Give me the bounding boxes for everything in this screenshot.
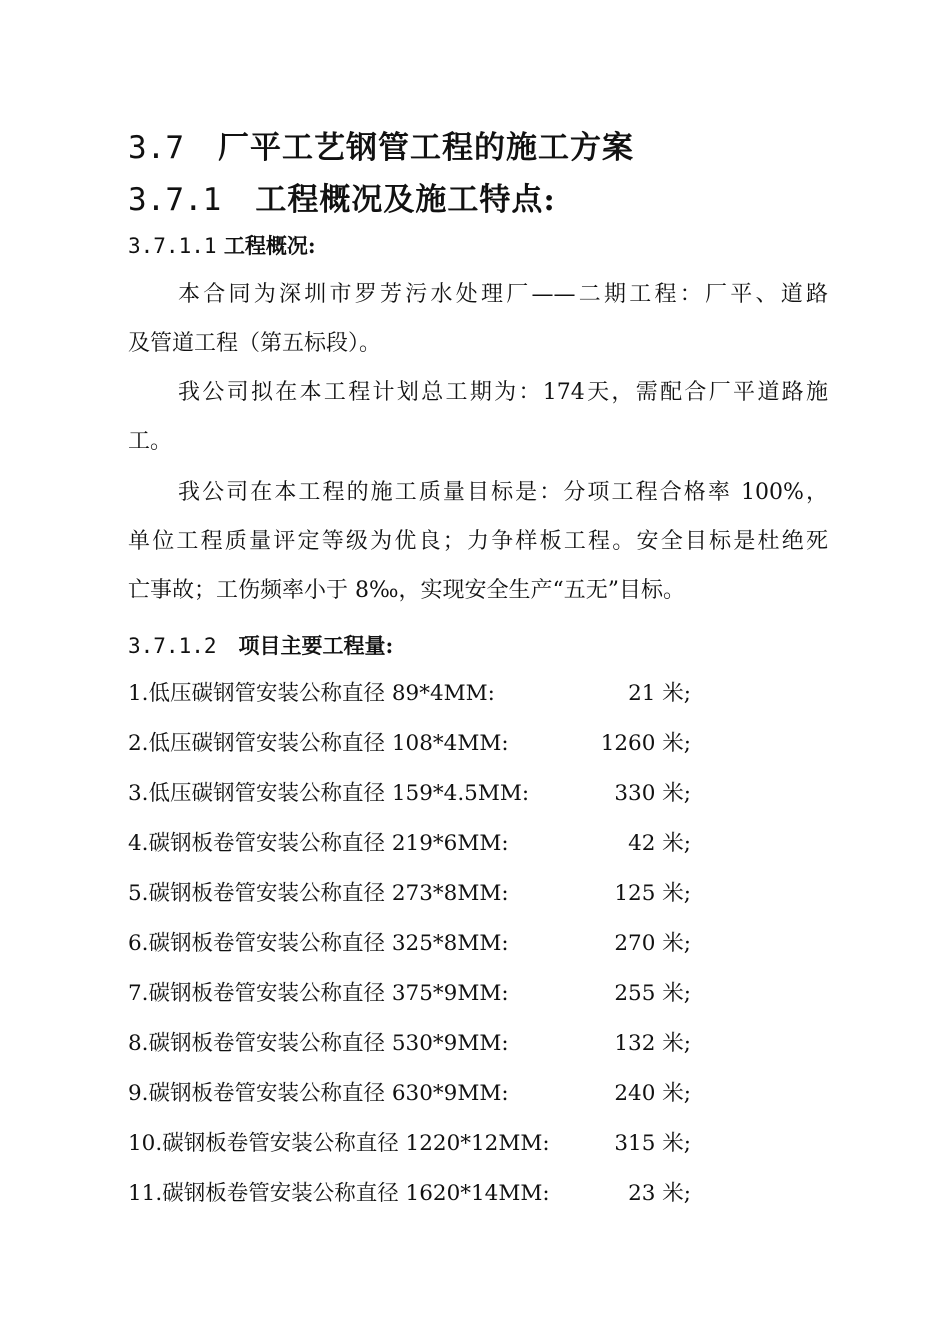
paragraph-contract bbox=[128, 270, 828, 368]
section-heading-overview bbox=[128, 230, 316, 260]
section-heading-quantities bbox=[128, 630, 393, 660]
section-title: 工程概况: bbox=[223, 233, 316, 258]
quantity-value: 240 米; bbox=[614, 1081, 691, 1106]
quantity-label: 10.碳钢板卷管安装公称直径 1220*12MM: bbox=[128, 1131, 550, 1156]
quantity-label: 2.低压碳钢管安装公称直径 108*4MM: bbox=[128, 731, 509, 756]
quantity-label: 5.碳钢板卷管安装公称直径 273*8MM: bbox=[128, 881, 509, 906]
quantity-value: 315 米; bbox=[614, 1131, 691, 1156]
quantity-row bbox=[128, 776, 728, 812]
quantity-label: 9.碳钢板卷管安装公称直径 630*9MM: bbox=[128, 1081, 509, 1106]
section-number: 3.7.1.1 bbox=[128, 234, 217, 258]
quantity-value: 330 米; bbox=[614, 781, 691, 806]
quantity-row bbox=[128, 1176, 728, 1212]
quantity-row bbox=[128, 976, 728, 1012]
paragraph-line: 工。 bbox=[128, 429, 173, 454]
quantity-row bbox=[128, 1026, 728, 1062]
quantity-label: 7.碳钢板卷管安装公称直径 375*9MM: bbox=[128, 981, 509, 1006]
quantity-label: 6.碳钢板卷管安装公称直径 325*8MM: bbox=[128, 931, 509, 956]
paragraph-quality-goals bbox=[128, 468, 828, 615]
quantity-label: 8.碳钢板卷管安装公称直径 530*9MM: bbox=[128, 1031, 509, 1056]
quantity-row bbox=[128, 676, 728, 712]
quantity-value: 23 米; bbox=[628, 1181, 691, 1206]
quantity-row bbox=[128, 826, 728, 862]
heading-number: 3.7 bbox=[128, 130, 184, 166]
heading-3-7 bbox=[128, 122, 634, 167]
quantity-value: 255 米; bbox=[614, 981, 691, 1006]
quantity-label: 11.碳钢板卷管安装公称直径 1620*14MM: bbox=[128, 1181, 550, 1206]
quantity-label: 4.碳钢板卷管安装公称直径 219*6MM: bbox=[128, 831, 509, 856]
quantity-label: 3.低压碳钢管安装公称直径 159*4.5MM: bbox=[128, 781, 530, 806]
section-title: 项目主要工程量: bbox=[238, 633, 394, 658]
paragraph-line: 本合同为深圳市罗芳污水处理厂——二期工程：厂平、道路 bbox=[178, 282, 828, 307]
paragraph-line: 我公司在本工程的施工质量目标是：分项工程合格率 100%， bbox=[178, 480, 828, 505]
quantity-label: 1.低压碳钢管安装公称直径 89*4MM: bbox=[128, 681, 495, 706]
paragraph-line: 我公司拟在本工程计划总工期为：174天，需配合厂平道路施 bbox=[178, 380, 828, 405]
paragraph-line: 单位工程质量评定等级为优良；力争样板工程。安全目标是杜绝死 bbox=[128, 529, 828, 554]
section-number: 3.7.1.2 bbox=[128, 634, 217, 658]
quantity-value: 1260 米; bbox=[600, 731, 691, 756]
quantity-value: 270 米; bbox=[614, 931, 691, 956]
paragraph-schedule bbox=[128, 368, 828, 466]
heading-3-7-1 bbox=[128, 174, 556, 219]
quantity-row bbox=[128, 1126, 728, 1162]
heading-title: 工程概况及施工特点: bbox=[255, 182, 556, 218]
paragraph-line: 及管道工程（第五标段）。 bbox=[128, 331, 382, 356]
quantity-row bbox=[128, 926, 728, 962]
quantity-row bbox=[128, 1076, 728, 1112]
quantity-value: 125 米; bbox=[614, 881, 691, 906]
heading-number: 3.7.1 bbox=[128, 182, 222, 218]
quantity-value: 21 米; bbox=[628, 681, 691, 706]
quantity-value: 132 米; bbox=[614, 1031, 691, 1056]
heading-title: 厂平工艺钢管工程的施工方案 bbox=[218, 130, 634, 166]
quantity-row bbox=[128, 726, 728, 762]
quantity-row bbox=[128, 876, 728, 912]
paragraph-line: 亡事故；工伤频率小于 8‰，实现安全生产“五无”目标。 bbox=[128, 578, 686, 603]
quantity-value: 42 米; bbox=[628, 831, 691, 856]
